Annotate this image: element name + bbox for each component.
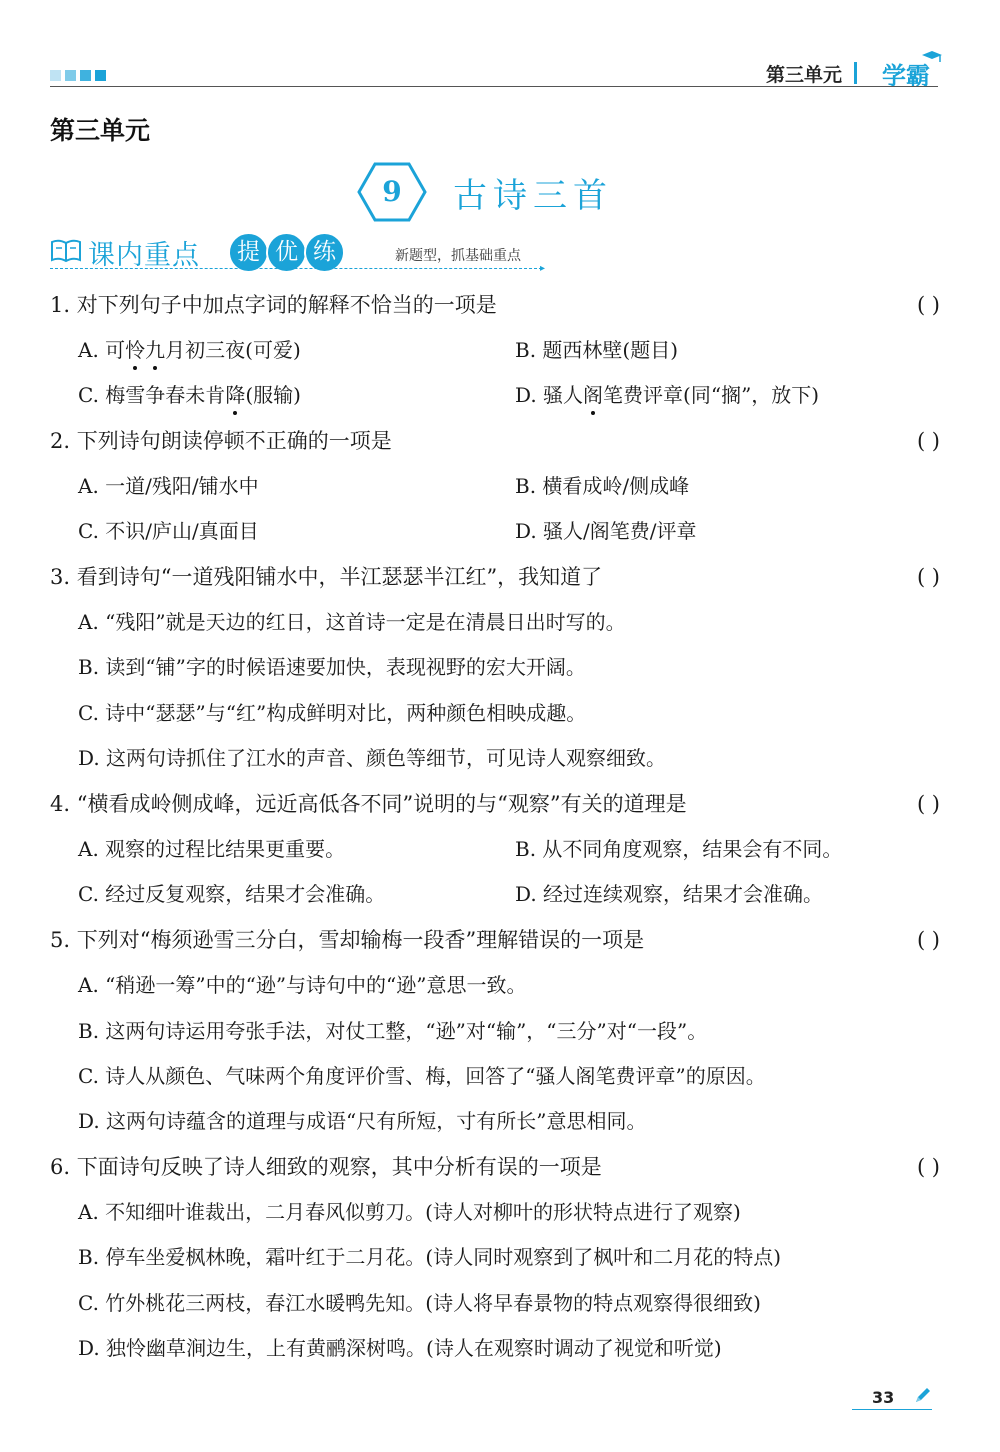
answer-blank[interactable]: ( ) xyxy=(916,429,940,453)
option-2d: D. 骚人/阁笔费/评章 xyxy=(515,519,697,543)
option-text: (服输) xyxy=(245,383,301,407)
option-4a: A. 观察的过程比结果更重要。 xyxy=(78,837,346,861)
section-underline xyxy=(50,268,542,270)
lesson-title: 古诗三首 xyxy=(453,175,613,216)
question-stem: 3. 看到诗句“一道残阳铺水中，半江瑟瑟半江红”，我知道了 xyxy=(50,565,603,589)
header-square xyxy=(80,70,91,81)
question-6 xyxy=(50,1152,940,1182)
header-rule xyxy=(50,86,938,87)
option-3b: B. 读到“铺”字的时候语速要加快，表现视野的宏大开阔。 xyxy=(78,655,586,679)
lesson-heading xyxy=(355,160,613,224)
graduation-cap-icon xyxy=(922,50,942,64)
dotted-char: 降 xyxy=(225,380,245,410)
header-square xyxy=(50,70,61,81)
answer-blank[interactable]: ( ) xyxy=(916,1155,940,1179)
option-1b: B. 题西林壁(题目) xyxy=(515,338,679,362)
footer-rule xyxy=(852,1409,932,1410)
option-4c: C. 经过反复观察，结果才会准确。 xyxy=(78,882,386,906)
answer-blank[interactable]: ( ) xyxy=(916,792,940,816)
question-stem: 1. 对下列句子中加点字词的解释不恰当的一项是 xyxy=(50,293,497,317)
question-stem: 6. 下面诗句反映了诗人细致的观察，其中分析有误的一项是 xyxy=(50,1155,602,1179)
option-text: C. 梅雪争春未肯 xyxy=(78,383,226,407)
header-unit-label: 第三单元 xyxy=(765,64,842,86)
option-2b: B. 横看成岭/侧成峰 xyxy=(515,474,690,498)
option-6c: C. 竹外桃花三两枝，春江水暖鸭先知。(诗人将早春景物的特点观察得很细致) xyxy=(78,1291,761,1315)
pencil-icon xyxy=(912,1386,932,1406)
option-3a: A. “残阳”就是天边的红日，这首诗一定是在清晨日出时写的。 xyxy=(78,610,626,634)
option-3c: C. 诗中“瑟瑟”与“红”构成鲜明对比，两种颜色相映成趣。 xyxy=(78,701,587,725)
dotted-char: 阁 xyxy=(583,380,603,410)
header-squares xyxy=(50,70,106,81)
section-badge: 优 xyxy=(266,232,307,273)
header-square xyxy=(95,70,106,81)
option-1c xyxy=(78,380,301,410)
question-1 xyxy=(50,290,940,320)
header-brand: 学霸 xyxy=(882,62,930,90)
option-2a: A. 一道/残阳/铺水中 xyxy=(78,474,259,498)
question-4 xyxy=(50,789,940,819)
option-6a: A. 不知细叶谁裁出，二月春风似剪刀。(诗人对柳叶的形状特点进行了观察) xyxy=(78,1200,741,1224)
dotted-char: 怜 xyxy=(125,335,145,365)
section-note: 新题型，抓基础重点 xyxy=(395,248,521,264)
arrow-right-icon: ▸ xyxy=(540,263,546,274)
dotted-char: 九 xyxy=(145,335,165,365)
option-3d: D. 这两句诗抓住了江水的声音、颜色等细节，可见诗人观察细致。 xyxy=(78,746,667,770)
section-badge: 提 xyxy=(228,232,269,273)
answer-blank[interactable]: ( ) xyxy=(916,293,940,317)
header-divider xyxy=(854,62,857,84)
option-text: 月初三夜(可爱) xyxy=(165,338,301,362)
answer-blank[interactable]: ( ) xyxy=(916,565,940,589)
section-badge: 练 xyxy=(304,232,345,273)
option-1d xyxy=(515,380,819,410)
option-text: D. 骚人 xyxy=(515,383,584,407)
lesson-number-hexagon xyxy=(355,160,429,224)
option-1a xyxy=(78,335,301,365)
question-stem: 2. 下列诗句朗读停顿不正确的一项是 xyxy=(50,429,392,453)
option-2c: C. 不识/庐山/真面目 xyxy=(78,519,259,543)
section-title: 课内重点 xyxy=(88,240,200,271)
question-5 xyxy=(50,925,940,955)
option-4d: D. 经过连续观察，结果才会准确。 xyxy=(515,882,824,906)
option-5b: B. 这两句诗运用夸张手法，对仗工整，“逊”对“输”，“三分”对“一段”。 xyxy=(78,1019,708,1043)
open-book-icon xyxy=(50,238,82,264)
option-6d: D. 独怜幽草涧边生，上有黄鹂深树鸣。(诗人在观察时调动了视觉和听觉) xyxy=(78,1336,722,1360)
header-square xyxy=(65,70,76,81)
answer-blank[interactable]: ( ) xyxy=(916,928,940,952)
option-text: 笔费评章(同“搁”，放下) xyxy=(603,383,820,407)
option-6b: B. 停车坐爱枫林晚，霜叶红于二月花。(诗人同时观察到了枫叶和二月花的特点) xyxy=(78,1245,782,1269)
option-4b: B. 从不同角度观察，结果会有不同。 xyxy=(515,837,843,861)
unit-title: 第三单元 xyxy=(50,116,151,145)
lesson-number: 9 xyxy=(382,175,402,208)
option-5a: A. “稍逊一筹”中的“逊”与诗句中的“逊”意思一致。 xyxy=(78,973,527,997)
question-3 xyxy=(50,562,940,592)
option-5d: D. 这两句诗蕴含的道理与成语“尺有所短，寸有所长”意思相同。 xyxy=(78,1109,647,1133)
page-number: 33 xyxy=(872,1388,895,1407)
option-text: A. 可 xyxy=(78,338,126,362)
question-stem: 4. “横看成岭侧成峰，远近高低各不同”说明的与“观察”有关的道理是 xyxy=(50,792,687,816)
section-badges xyxy=(228,232,342,273)
option-5c: C. 诗人从颜色、气味两个角度评价雪、梅，回答了“骚人阁笔费评章”的原因。 xyxy=(78,1064,766,1088)
question-2 xyxy=(50,426,940,456)
section-banner xyxy=(50,230,550,274)
question-stem: 5. 下列对“梅须逊雪三分白，雪却输梅一段香”理解错误的一项是 xyxy=(50,928,645,952)
